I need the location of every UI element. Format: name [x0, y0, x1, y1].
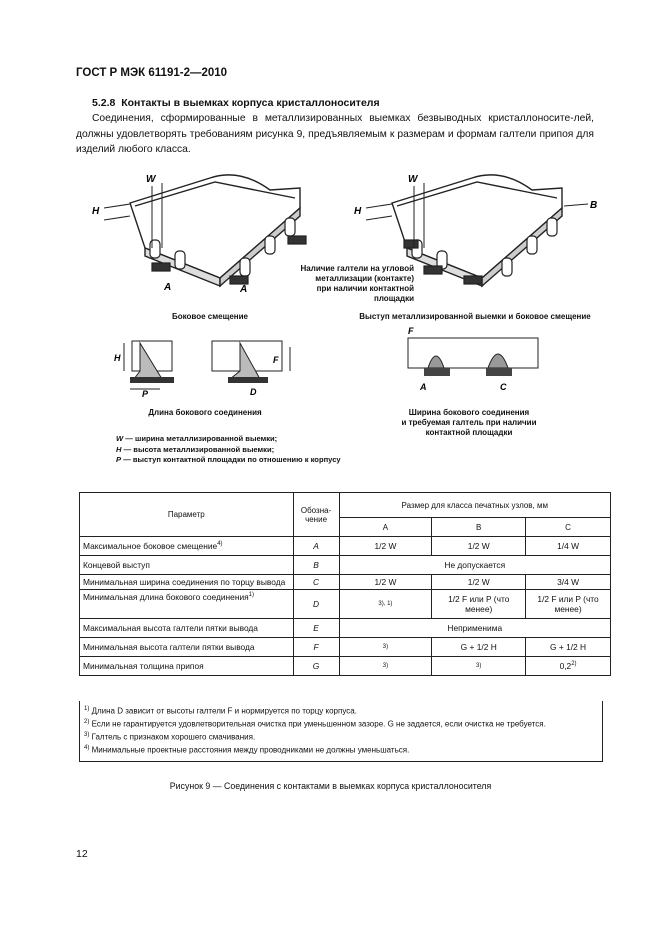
legend-item-h: H — высота металлизированной выемки;: [116, 444, 275, 454]
table-row: Минимальная длина бокового соединения$^{1)}$ D 3), 1) 1/2 F или P (что менее) 1/2 F или P (что менее): [80, 590, 611, 619]
label-h: H: [92, 206, 100, 217]
section-number: 5.2.8: [92, 97, 116, 109]
figure-side-joint-width: [398, 324, 548, 404]
table-row: Минимальная толщина припоя G 3) 3) 0,2$^{2)}$: [80, 657, 611, 676]
caption-lateral-offset: Боковое смещение: [171, 312, 248, 321]
legend-item-p: P — выступ контактной площадки по отношению к корпусу: [116, 455, 341, 464]
table-row: Минимальная высота галтели пятки вывода F 3) G + 1/2 H G + 1/2 H: [80, 638, 611, 657]
label-a-width: A: [420, 382, 427, 392]
note-3: $^{3)}$ Галтель с признаком хорошего смачивания.: [84, 732, 256, 742]
body-paragraph: Соединения, сформированные в металлизированных выемках безвыводных кристаллоносите-лей, должны удовлетворять требованиям рисунка 9, предъявляемым к размерам и формам галтели припоя для изделий любого класса.: [76, 113, 594, 155]
table-row: Концевой выступ B Не допускается: [80, 556, 611, 575]
table-row: Максимальная высота галтели пятки вывода E Неприменима: [80, 619, 611, 638]
label-d: D: [250, 387, 257, 397]
figure-side-joint-length: [112, 333, 302, 403]
label-h-right: H: [354, 206, 362, 217]
document-header: ГОСТ Р МЭК 61191-2—2010: [76, 67, 228, 79]
caption-side-joint-length: Длина бокового соединения: [148, 408, 262, 417]
th-parameter: Параметр: [80, 493, 294, 537]
label-f-side: F: [273, 355, 279, 365]
th-class-b: B: [432, 518, 526, 537]
section-heading: [92, 97, 380, 109]
label-a-right: A: [240, 284, 248, 295]
figure-legend: [116, 434, 341, 466]
caption-side-joint-width: Ширина бокового соединения и требуемая галтель при наличии контактной площадки: [401, 408, 537, 437]
label-b: B: [590, 200, 598, 211]
th-symbol: Обозна-чение: [293, 493, 339, 537]
section-title: Контакты в выемках корпуса кристаллоносителя: [121, 97, 380, 109]
label-h-side: H: [114, 353, 121, 363]
label-a-left: A: [164, 282, 172, 293]
page-number: 12: [76, 848, 88, 860]
label-w-right: W: [408, 174, 418, 185]
label-p: P: [142, 389, 149, 399]
figure-caption: Рисунок 9 — Соединения с контактами в выемках корпуса кристаллоносителя: [169, 781, 492, 791]
label-c: C: [500, 382, 507, 392]
caption-protrusion: Выступ металлизированной выемки и боковое смещение: [359, 312, 591, 321]
table-row: Минимальная ширина соединения по торцу вывода C 1/2 W 1/2 W 3/4 W: [80, 575, 611, 590]
callout-corner-fillet: Наличие галтели на угловой металлизации (контакте) при наличии контактной площадки: [300, 264, 414, 303]
table-notes: [79, 701, 603, 762]
legend-item-w: W — ширина металлизированной выемки;: [116, 434, 278, 443]
label-f-width: F: [408, 326, 414, 336]
table-row: Максимальное боковое смещение$^{4)}$ A 1/2 W 1/2 W 1/4 W: [80, 537, 611, 556]
label-w: W: [146, 174, 156, 185]
note-4: $^{4)}$ Минимальные проектные расстояния между проводниками не должны уменьшаться.: [84, 745, 410, 756]
th-size: Размер для класса печатных узлов, мм: [339, 493, 610, 518]
th-class-a: A: [339, 518, 432, 537]
note-1: $^{1)}$ Длина D зависит от высоты галтели F и нормируется по торцу корпуса.: [84, 706, 357, 716]
parameter-table: [79, 492, 611, 676]
th-class-c: C: [526, 518, 611, 537]
note-2: $^{2)}$ Если не гарантируется удовлетворительная очистка при уменьшенном зазоре. G не задается, если очистка не требуется.: [84, 719, 546, 729]
